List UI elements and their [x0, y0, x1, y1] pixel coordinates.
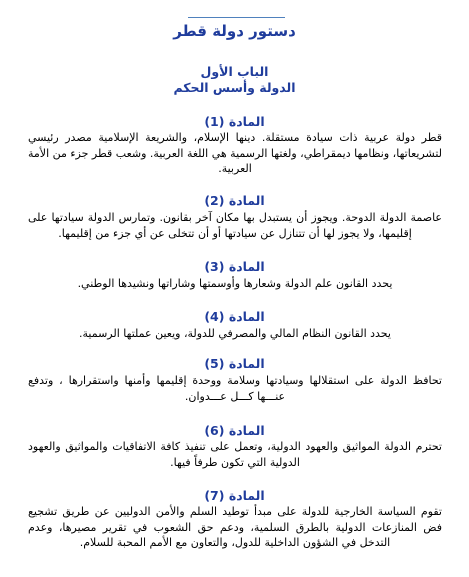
- article-1-text: قطر دولة عربية ذات سيادة مستقلة. دينها الإسلام، والشريعة الإسلامية مصدر رئيسي لتشريعاتها، ونظامها ديمقراطي، ولغتها الرسمية هي اللغة العربية. وشعب قطر جزء من الأمة العربية.: [28, 131, 442, 175]
- article-1-heading: المادة (1): [204, 114, 265, 129]
- article-7-text: تقوم السياسة الخارجية للدولة على مبدأ توطيد السلم والأمن الدوليين عن طريق تشجيع فض المنازعات الدولية بالطرق السلمية، ودعم حق الشعوب في تقرير مصيرها، وعدم التدخل في الشؤون الداخلية للدول، والتعاون مع الأمم المحبة للسلام.: [28, 505, 442, 549]
- article-6-text: تحترم الدولة المواثيق والعهود الدولية، وتعمل على تنفيذ كافة الاتفاقيات والمواثيق والعهود الدولية التي تكون طرفاً فيها.: [28, 440, 442, 469]
- article-5-heading: المادة (5): [204, 356, 265, 371]
- document-title: دستور دولة قطر: [173, 22, 296, 40]
- title-rule: [188, 17, 285, 18]
- chapter-name: الدولة وأسس الحكم: [173, 80, 296, 95]
- article-6-heading: المادة (6): [204, 423, 265, 438]
- article-5-text: تحافظ الدولة على استقلالها وسيادتها وسلامة ووحدة إقليمها وأمنها واستقرارها ، وتدفع عنـــها كـــل عـــدوان.: [28, 374, 442, 403]
- article-3-heading: المادة (3): [204, 259, 265, 274]
- article-4-heading: المادة (4): [204, 309, 265, 324]
- article-3-text: يحدد القانون علم الدولة وشعارها وأوسمتها وشاراتها ونشيدها الوطني.: [77, 277, 393, 290]
- article-4-text: يحدد القانون النظام المالي والمصرفي للدولة، ويعين عملتها الرسمية.: [79, 327, 391, 340]
- article-7-heading: المادة (7): [204, 488, 265, 503]
- article-2-text: عاصمة الدولة الدوحة. ويجوز أن يستبدل بها مكان آخر بقانون. وتمارس الدولة سيادتها على إقليمها، ولا يجوز لها أن تتنازل عن سيادتها أو أن تتخلى عن أي جزء من إقليمها.: [28, 211, 442, 240]
- article-2-heading: المادة (2): [204, 193, 265, 208]
- chapter-label: الباب الأول: [200, 64, 269, 79]
